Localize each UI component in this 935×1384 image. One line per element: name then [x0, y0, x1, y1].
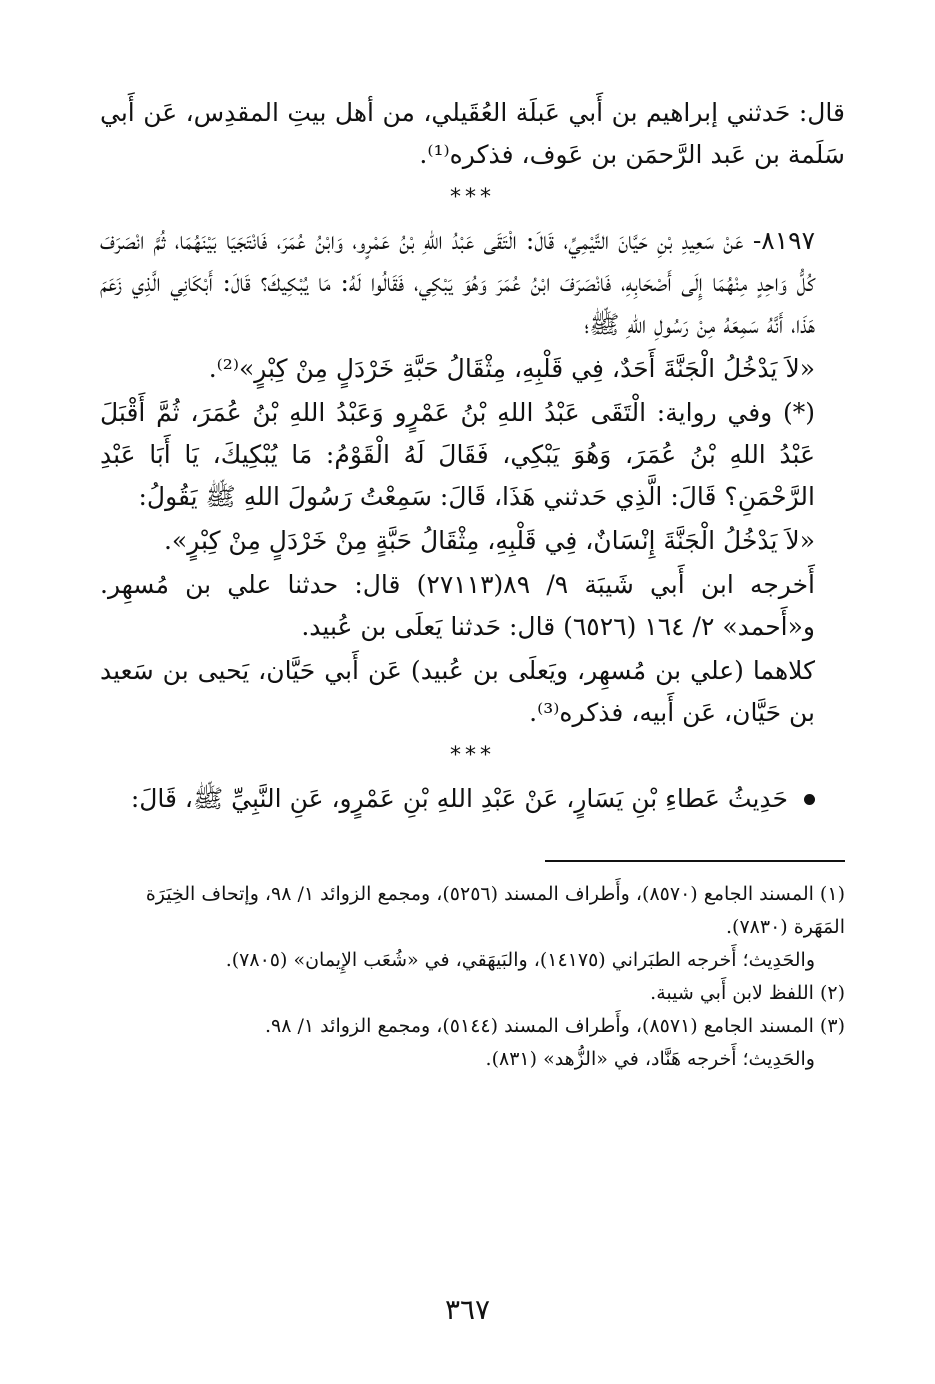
alternate-narration-paragraph: (*) وفي رواية: الْتَقَى عَبْدُ اللهِ بْنُ عَمْرٍو وَعَبْدُ اللهِ بْنُ عُمَرَ، ثُمَّ أَقْبَلَ عَبْدُ اللهِ بْنُ عُمَرَ، وَهُوَ يَبْكِي، فَقَالَ لَهُ الْقَوْمُ: مَا يُبْكِيكَ، يَا أَبَا عَبْدِ الرَّحْمَنِ؟ قَالَ: الَّذِي حَدثني هَذَا، قَالَ: سَمِعْتُ رَسُولَ اللهِ ﷺ يَقُولُ:	[100, 398, 815, 511]
footnote-divider	[545, 860, 845, 862]
next-hadith-heading	[100, 778, 845, 820]
section-separator: ***	[450, 185, 495, 210]
footnote-3: (٣) المسند الجامع (٨٥٧١)، وأَطراف المسند (٥١٤٤)، ومجمع الزوائد ١/ ٩٨.	[265, 1015, 845, 1037]
footnote-1: (١) المسند الجامع (٨٥٧٠)، وأَطراف المسند (٥٢٥٦)، ومجمع الزوائد ١/ ٩٨، وإتحاف الخِيَرَة المَهَرة (٧٨٣٠).	[145, 883, 845, 938]
footnote-3-continuation: والحَدِيث؛ أَخرجه هَنَّاد، في «الزُّهد» (٨٣١).	[485, 1048, 815, 1070]
footnote-2: (٢) اللفظ لابن أَبي شيبة.	[650, 982, 845, 1004]
page-number: ٣٦٧	[444, 1293, 491, 1326]
takhrij-paragraph: أَخرجه ابن أَبي شَيبَة ٩/ ٨٩(٢٧١١٣) قال: حدثنا علي بن مُسهِر. و«أَحمد» ٢/ ١٦٤ (٦٥٢٦) قال: حَدثنا يَعلَى بن عُبيد.	[100, 570, 815, 641]
hadith-quote-1: «لاَ يَدْخُلُ الْجَنَّةَ أَحَدٌ، فِي قَلْبِهِ، مِثْقَالُ حَبَّةِ خَرْدَلٍ مِنْ كِبْرٍ»⁽²⁾.	[208, 354, 815, 383]
section-separator-2: ***	[450, 743, 495, 768]
page-body	[100, 92, 845, 1076]
isnad-paragraph: كلاهما (علي بن مُسهِر، ويَعلَى بن عُبيد) عَن أَبي حَيَّان، يَحيى بن سَعيد بن حَيَّان، عَن أَبيه، فذكره⁽³⁾.	[100, 656, 815, 727]
next-hadith-heading-text: حَدِيثُ عَطاءِ بْنِ يَسَارٍ، عَنْ عَبْدِ اللهِ بْنِ عَمْرٍو، عَنِ النَّبِيِّ ﷺ، قَالَ:	[130, 784, 788, 813]
hadith-quote-2: «لاَ يَدْخُلُ الْجَنَّةَ إِنْسَانٌ، فِي قَلْبِهِ، مِثْقَالُ حَبَّةٍ مِنْ خَرْدَلٍ مِنْ كِبْرٍ».	[163, 526, 815, 555]
bullet-icon	[804, 794, 815, 805]
footnote-1-continuation: والحَدِيث؛ أَخرجه الطبَراني (١٤١٧٥)، والبَيهَقي، في «شُعَب الإِيمان» (٧٨٠٥).	[225, 949, 815, 971]
hadith-8197-paragraph: ٨١٩٧- عَنْ سَعِيدِ بْنِ حَيَّانَ التَّيْمِيِّ، قَالَ: الْتَقَى عَبْدُ اللهِ بْنُ عَمْرٍو، وَابْنُ عُمَرَ، فَانْتَجَيَا بَيْنَهُمَا، ثُمَّ انْصَرَفَ كُلُّ وَاحِدٍ مِنْهُمَا إِلَى أَصْحَابِهِ، فَانْصَرَفَ ابْنُ عُمَرَ وَهُوَ يَبْكِي، فَقَالُوا لَهُ: مَا يُبْكِيكَ؟ قَالَ: أَبْكَانِي الَّذِي زَعَمَ هَذَا، أَنَّهُ سَمِعَهُ مِنْ رَسُولِ اللهِ ﷺ؛	[100, 226, 815, 339]
text-paragraph-1: قال: حَدثني إبراهيم بن أَبي عَبلَة العُقَيلي، من أهل بيتِ المقدِس، عَن أَبي سَلَمة بن عَبد الرَّحمَن بن عَوف، فذكره⁽¹⁾.	[100, 98, 845, 169]
